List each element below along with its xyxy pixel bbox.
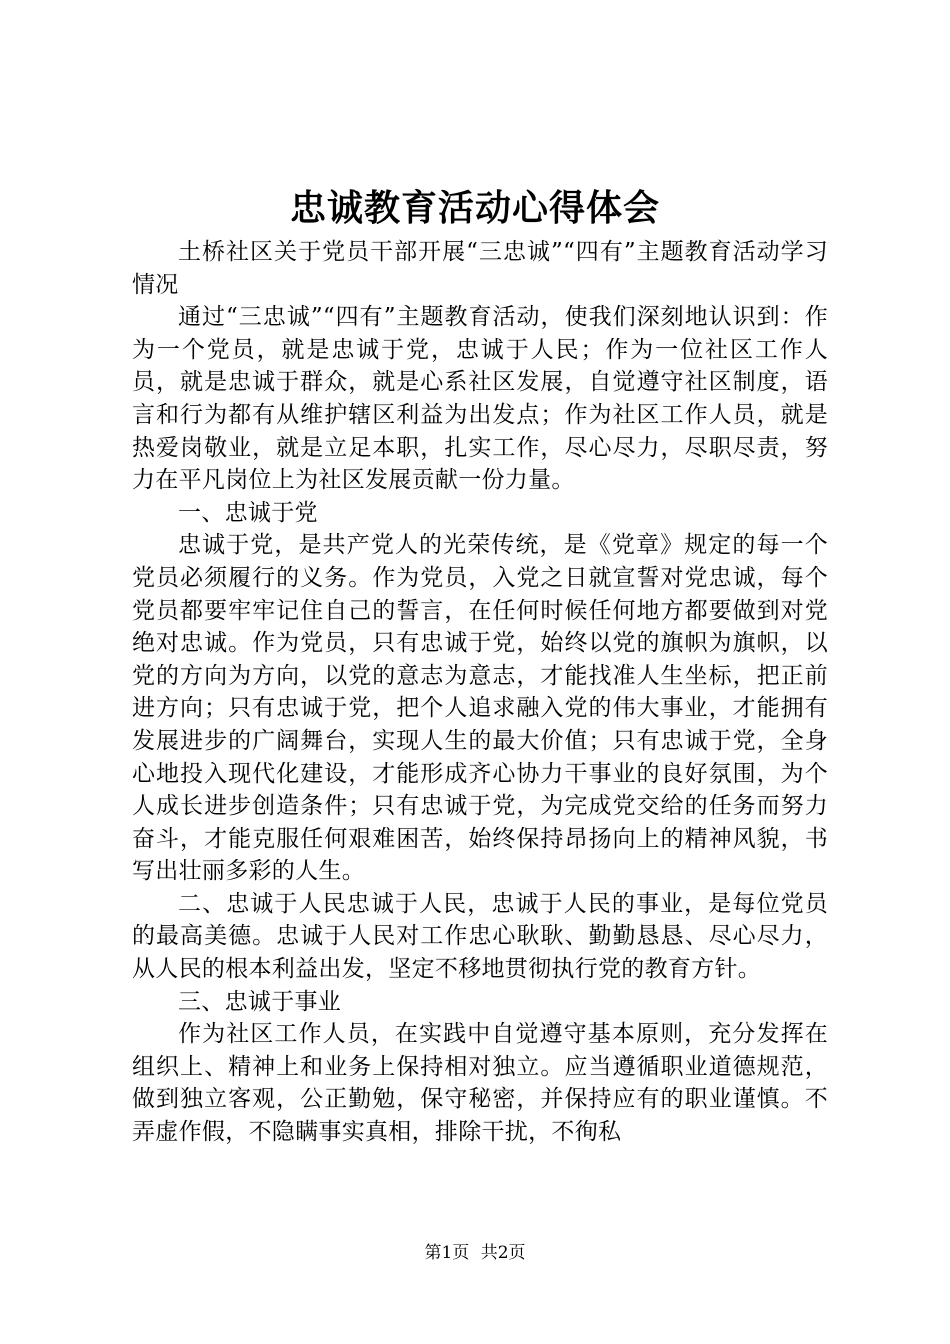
section-heading: 三、忠诚于事业 <box>178 988 342 1015</box>
page-footer <box>0 1241 950 1265</box>
body-paragraph: 土桥社区关于党员干部开展“三忠诚”“四有”主题教育活动学习情况 <box>132 239 828 298</box>
body-paragraph: 忠诚于党，是共产党人的光荣传统，是《党章》规定的每一个党员必须履行的义务。作为党员，入党之日就宣誓对党忠诚，每个党员都要牢牢记住自己的誓言，在任何时候任何地方都要做到对党绝对忠诚。作为党员，只有忠诚于党，始终以党的旗帜为旗帜，以党的方向为方向，以党的意志为意志，才能找准人生坐标，把正前进方向；只有忠诚于党，把个人追求融入党的伟大事业，才能拥有发展进步的广阔舞台，实现人生的最大价值；只有忠诚于党，全身心地投入现代化建设，才能形成齐心协力干事业的良好氛围，为个人成长进步创造条件；只有忠诚于党，为完成党交给的任务而努力奋斗，才能克服任何艰难困苦，始终保持昂扬向上的精神风貌，书写出壮丽多彩的人生。 <box>132 532 828 885</box>
page-number-current: 第1页 <box>424 1243 470 1263</box>
document-title: 忠诚教育活动心得体会 <box>289 187 660 229</box>
body-paragraph: 作为社区工作人员，在实践中自觉遵守基本原则，充分发挥在组织上、精神上和业务上保持相对独立。应当遵循职业道德规范，做到独立客观，公正勤勉，保守秘密，并保持应有的职业谨慎。不弄虚作假，不隐瞒事实真相，排除干扰，不徇私 <box>132 1021 828 1146</box>
page-number-total: 共2页 <box>480 1243 526 1263</box>
body-paragraph: 二、忠诚于人民忠诚于人民，忠诚于人民的事业，是每位党员的最高美德。忠诚于人民对工作忠心耿耿、勤勤恳恳、尽心尽力，从人民的根本利益出发，坚定不移地贯彻执行党的教育方针。 <box>132 890 828 983</box>
body-paragraph: 通过“三忠诚”“四有”主题教育活动，使我们深刻地认识到：作为一个党员，就是忠诚于党，忠诚于人民；作为一位社区工作人员，就是忠诚于群众，就是心系社区发展，自觉遵守社区制度，语言和行为都有从维护辖区利益为出发点；作为社区工作人员，就是热爱岗敬业，就是立足本职，扎实工作，尽心尽力，尽职尽责，努力在平凡岗位上为社区发展贡献一份力量。 <box>132 304 828 494</box>
document-body <box>132 236 828 1149</box>
section-heading: 一、忠诚于党 <box>178 499 318 526</box>
